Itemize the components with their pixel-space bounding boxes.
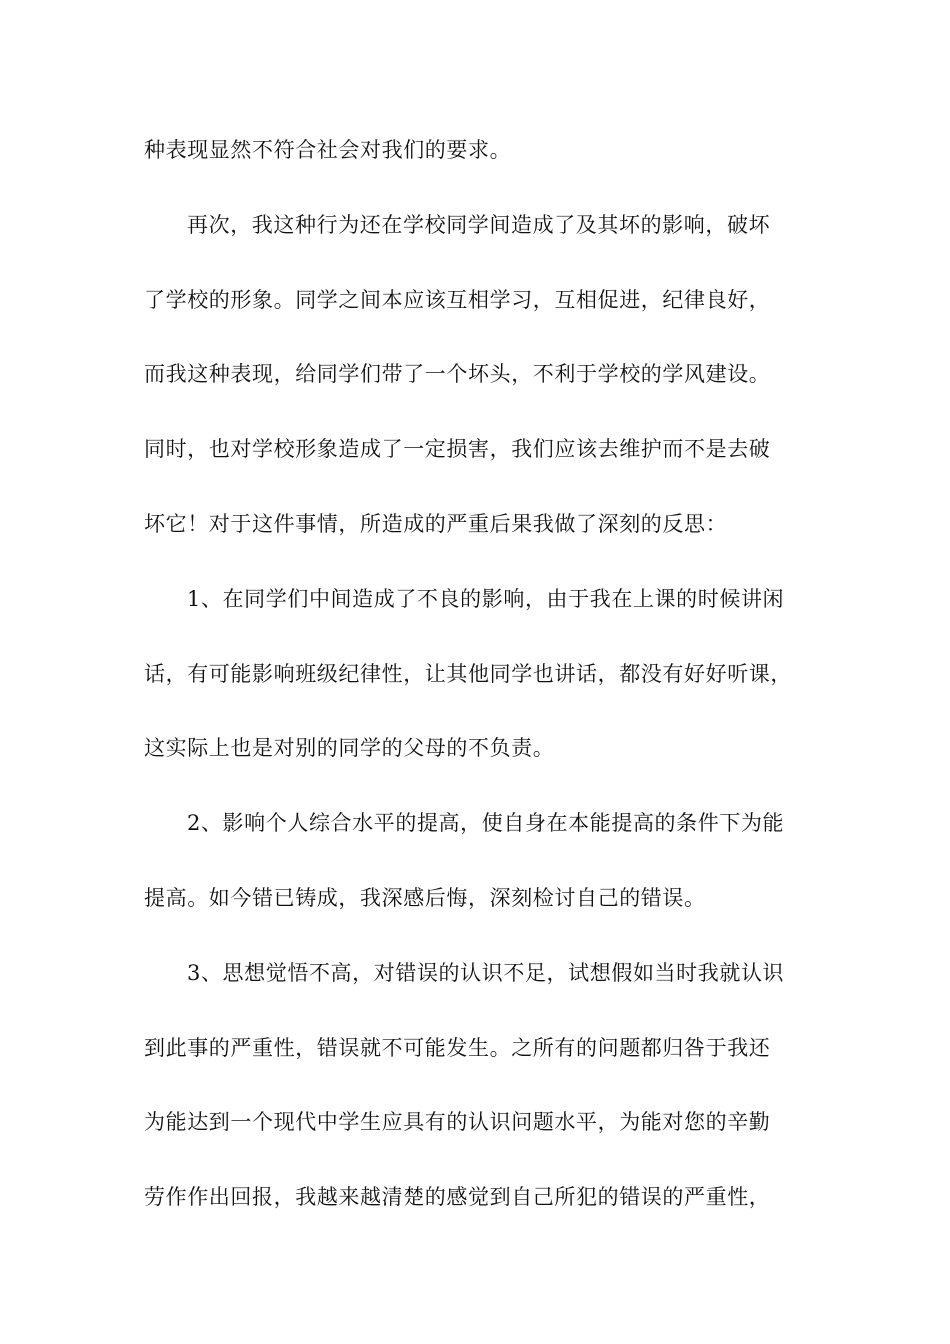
text-line: 2、影响个人综合水平的提高，使自身在本能提高的条件下为能 xyxy=(187,811,785,835)
text-line: 劳作作出回报，我越来越清楚的感觉到自己所犯的错误的严重性， xyxy=(144,1185,771,1209)
text-line: 这实际上也是对别的同学的父母的不负责。 xyxy=(144,736,555,760)
text-line: 而我这种表现，给同学们带了一个坏头，不利于学校的学风建设。 xyxy=(144,362,771,386)
text-line: 到此事的严重性，错误就不可能发生。之所有的问题都归咎于我还 xyxy=(144,1036,771,1060)
text-line: 为能达到一个现代中学生应具有的认识问题水平，为能对您的辛勤 xyxy=(144,1110,771,1134)
text-line: 了学校的形象。同学之间本应该互相学习，互相促进，纪律良好， xyxy=(144,288,771,312)
text-line: 坏它！对于这件事情，所造成的严重后果我做了深刻的反思： xyxy=(144,512,728,536)
text-line: 种表现显然不符合社会对我们的要求。 xyxy=(144,138,512,162)
text-line: 同时，也对学校形象造成了一定损害，我们应该去维护而不是去破 xyxy=(144,437,771,461)
text-line: 提高。如今错已铸成，我深感后悔，深刻检讨自己的错误。 xyxy=(144,886,706,910)
text-line: 话，有可能影响班级纪律性，让其他同学也讲话，都没有好好听课， xyxy=(144,662,792,686)
text-line: 再次，我这种行为还在学校同学间造成了及其坏的影响，破坏 xyxy=(187,213,771,237)
text-line: 3、思想觉悟不高，对错误的认识不足，试想假如当时我就认识 xyxy=(187,961,785,985)
text-line: 1、在同学们中间造成了不良的影响，由于我在上课的时候讲闲 xyxy=(187,587,785,611)
